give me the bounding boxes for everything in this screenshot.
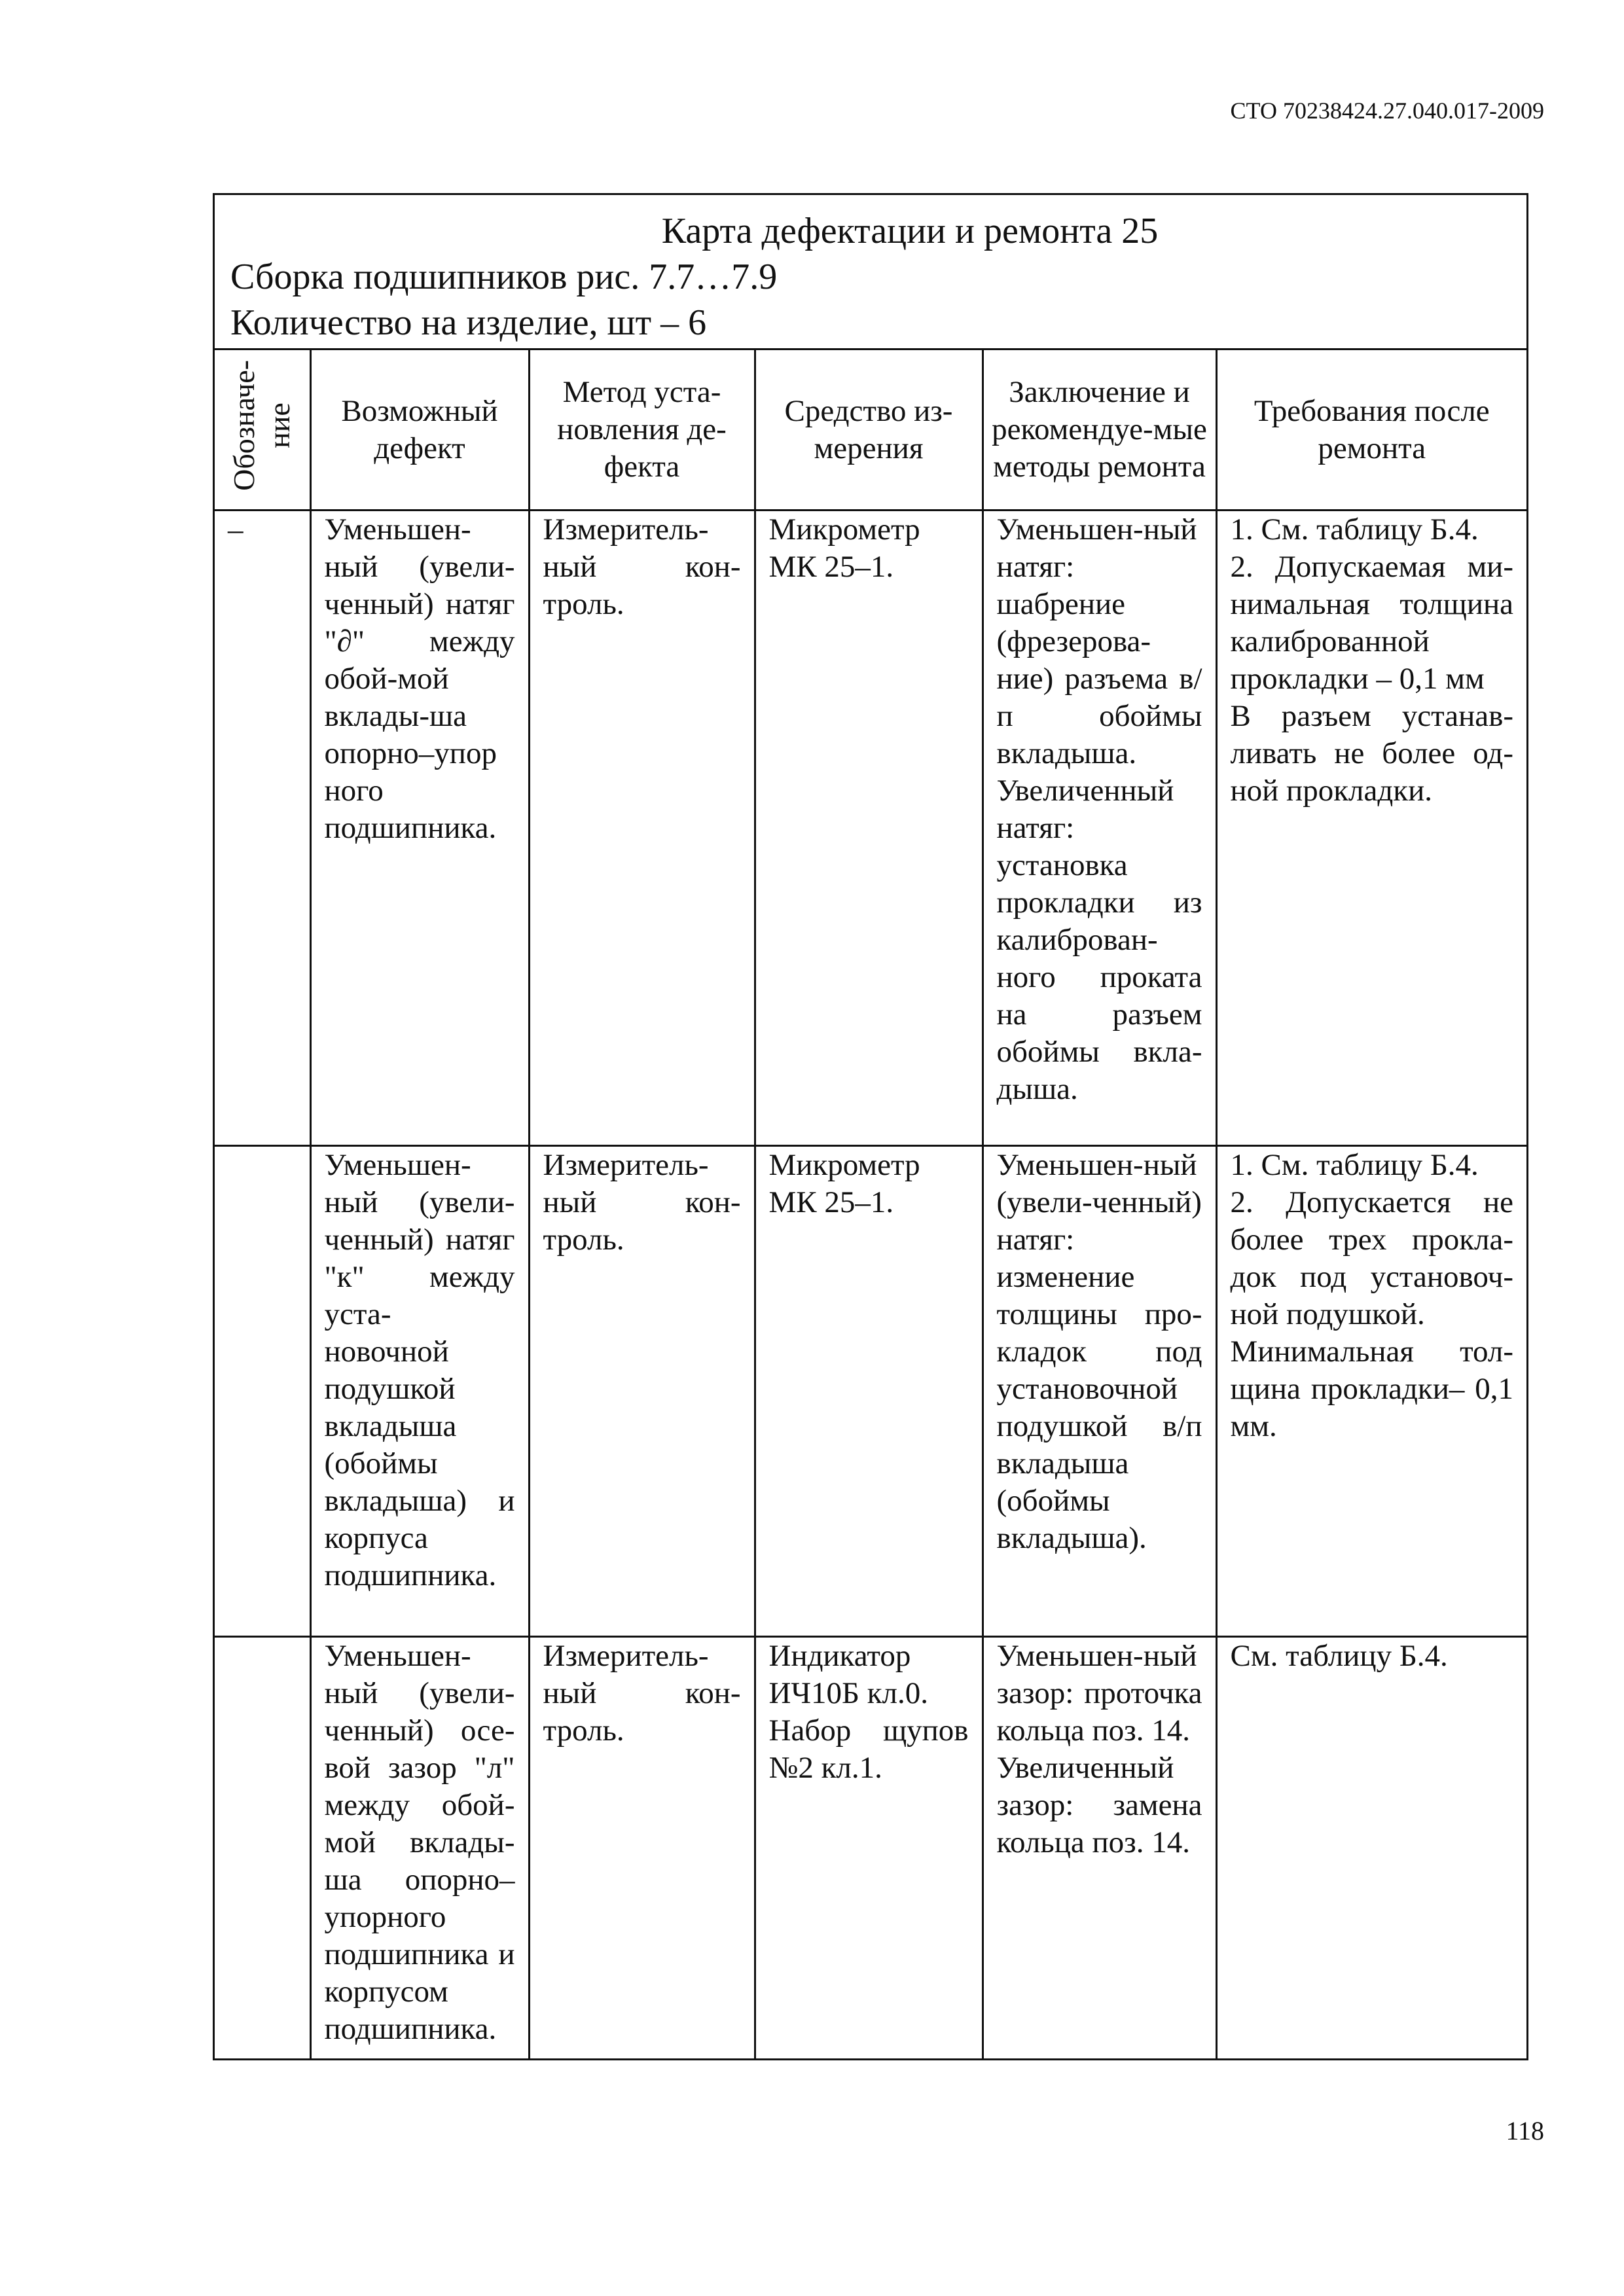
card-assembly: Сборка подшипников рис. 7.7…7.9 bbox=[230, 257, 778, 297]
cell-designation: – bbox=[215, 511, 310, 1146]
cell-requirements: 1. См. таблицу Б.4. 2. Допускаемая ми-нимальная толщина калиброванной прокладки – 0,1 мм В разъем устанав-ливать не более од-ной прокладки. bbox=[1216, 511, 1526, 1146]
cell-conclusion: Уменьшен-ный зазор: проточка кольца поз. 14. Увеличенный зазор: замена кольца поз. 14. bbox=[983, 1637, 1216, 2059]
cell-instrument: Микрометр МК 25–1. bbox=[755, 1146, 983, 1637]
table-row bbox=[215, 511, 1526, 1146]
cell-method: Измеритель-ный кон-троль. bbox=[529, 1146, 755, 1637]
cell-defect: Уменьшен-ный (увели-ченный) натяг "к" между уста-новочной подушкой вкладыша (обоймы вкладыша) и корпуса подшипника. bbox=[310, 1146, 529, 1637]
card-title: Карта дефектации и ремонта 25 bbox=[661, 211, 1159, 251]
card-header bbox=[215, 195, 1526, 350]
header-method: Метод уста-новления де-фекта bbox=[529, 350, 755, 511]
card-quantity: Количество на изделие, шт – 6 bbox=[230, 302, 707, 343]
header-requirements: Требования после ремонта bbox=[1216, 350, 1526, 511]
table-header-row bbox=[215, 350, 1526, 511]
header-defect: Возможный дефект bbox=[310, 350, 529, 511]
cell-requirements: 1. См. таблицу Б.4. 2. Допускается не более трех прокла-док под установоч-ной подушкой. Минимальная тол-щина прокладки– 0,1 мм. bbox=[1216, 1146, 1526, 1637]
defects-table bbox=[215, 350, 1526, 2058]
defect-card bbox=[213, 193, 1528, 2060]
page-number: 118 bbox=[1506, 2116, 1544, 2145]
cell-instrument: Микрометр МК 25–1. bbox=[755, 511, 983, 1146]
cell-designation bbox=[215, 1637, 310, 2059]
cell-defect: Уменьшен-ный (увели-ченный) натяг "∂" между обой-мой вклады-ша опорно–упор ного подшипника. bbox=[310, 511, 529, 1146]
header-conclusion: Заключение и рекомендуе-мые методы ремонта bbox=[983, 350, 1216, 511]
cell-conclusion: Уменьшен-ный натяг: шабрение (фрезерова-ние) разъема в/п обоймы вкладыша. Увеличенный натяг: установка прокладки из калиброван-ного проката на разъем обоймы вкла-дыша. bbox=[983, 511, 1216, 1146]
header-designation-label: Обозначе- ние bbox=[227, 359, 297, 491]
cell-conclusion: Уменьшен-ный (увели-ченный) натяг: изменение толщины про-кладок под установочной подушкой в/п вкладыша (обоймы вкладыша). bbox=[983, 1146, 1216, 1637]
cell-method: Измеритель-ный кон-троль. bbox=[529, 511, 755, 1146]
cell-instrument: Индикатор ИЧ10Б кл.0. Набор щупов №2 кл.1. bbox=[755, 1637, 983, 2059]
cell-requirements: См. таблицу Б.4. bbox=[1216, 1637, 1526, 2059]
cell-method: Измеритель-ный кон-троль. bbox=[529, 1637, 755, 2059]
header-instrument: Средство из-мерения bbox=[755, 350, 983, 511]
header-designation bbox=[215, 350, 310, 511]
cell-defect: Уменьшен-ный (увели-ченный) осе-вой зазор "л" между обой-мой вклады-ша опорно–упорного подшипника и корпусом подшипника. bbox=[310, 1637, 529, 2059]
table-row bbox=[215, 1146, 1526, 1637]
document-code: СТО 70238424.27.040.017-2009 bbox=[1230, 98, 1544, 124]
table-row bbox=[215, 1637, 1526, 2059]
cell-designation bbox=[215, 1146, 310, 1637]
